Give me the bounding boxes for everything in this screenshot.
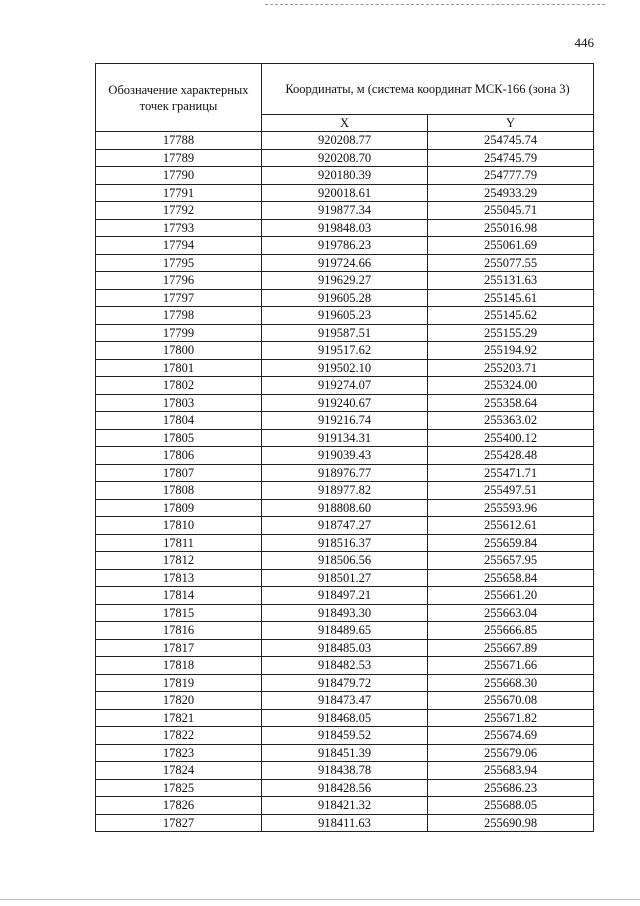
cell-x: 919517.62: [262, 342, 428, 360]
cell-x: 920208.77: [262, 132, 428, 150]
top-scan-rule: [265, 4, 605, 5]
cell-y: 255358.64: [428, 394, 594, 412]
table-row: [96, 377, 594, 395]
cell-point: 17798: [96, 307, 262, 325]
cell-x: 919134.31: [262, 429, 428, 447]
cell-point: 17825: [96, 779, 262, 797]
cell-y: 255145.61: [428, 289, 594, 307]
table-row: [96, 569, 594, 587]
table-row: [96, 447, 594, 465]
table-row: [96, 657, 594, 675]
cell-x: 918459.52: [262, 727, 428, 745]
cell-x: 919605.23: [262, 307, 428, 325]
table-row: [96, 517, 594, 535]
cell-y: 254777.79: [428, 167, 594, 185]
table-row: [96, 779, 594, 797]
cell-y: 255657.95: [428, 552, 594, 570]
cell-point: 17788: [96, 132, 262, 150]
table-body: [96, 132, 594, 832]
cell-y: 255593.96: [428, 499, 594, 517]
table-row: [96, 184, 594, 202]
cell-y: 255497.51: [428, 482, 594, 500]
table-row: [96, 762, 594, 780]
cell-point: 17800: [96, 342, 262, 360]
cell-y: 254933.29: [428, 184, 594, 202]
cell-x: 919587.51: [262, 324, 428, 342]
cell-y: 255683.94: [428, 762, 594, 780]
table-row: [96, 674, 594, 692]
table-row: [96, 464, 594, 482]
cell-y: 255671.82: [428, 709, 594, 727]
cell-x: 919216.74: [262, 412, 428, 430]
cell-point: 17810: [96, 517, 262, 535]
table-row: [96, 587, 594, 605]
table-row: [96, 727, 594, 745]
cell-point: 17812: [96, 552, 262, 570]
cell-point: 17814: [96, 587, 262, 605]
cell-y: 255670.08: [428, 692, 594, 710]
cell-x: 919240.67: [262, 394, 428, 412]
cell-x: 919786.23: [262, 237, 428, 255]
cell-point: 17821: [96, 709, 262, 727]
table-row: [96, 132, 594, 150]
cell-y: 255686.23: [428, 779, 594, 797]
cell-point: 17795: [96, 254, 262, 272]
table-row: [96, 744, 594, 762]
table-row: [96, 429, 594, 447]
cell-point: 17826: [96, 797, 262, 815]
table-row: [96, 797, 594, 815]
cell-y: 255400.12: [428, 429, 594, 447]
cell-y: 255045.71: [428, 202, 594, 220]
table-row: [96, 219, 594, 237]
cell-x: 919724.66: [262, 254, 428, 272]
cell-point: 17791: [96, 184, 262, 202]
cell-point: 17802: [96, 377, 262, 395]
cell-x: 918451.39: [262, 744, 428, 762]
cell-y: 255674.69: [428, 727, 594, 745]
cell-x: 918976.77: [262, 464, 428, 482]
cell-point: 17799: [96, 324, 262, 342]
cell-x: 918808.60: [262, 499, 428, 517]
cell-point: 17822: [96, 727, 262, 745]
table-row: [96, 552, 594, 570]
header-x: X: [262, 115, 428, 132]
table-row: [96, 272, 594, 290]
cell-point: 17796: [96, 272, 262, 290]
table-row: [96, 412, 594, 430]
table-row: [96, 324, 594, 342]
cell-point: 17808: [96, 482, 262, 500]
cell-point: 17816: [96, 622, 262, 640]
table-row: [96, 499, 594, 517]
cell-y: 255077.55: [428, 254, 594, 272]
cell-x: 918438.78: [262, 762, 428, 780]
cell-y: 255363.02: [428, 412, 594, 430]
cell-point: 17804: [96, 412, 262, 430]
cell-y: 255155.29: [428, 324, 594, 342]
cell-point: 17818: [96, 657, 262, 675]
cell-point: 17827: [96, 814, 262, 832]
cell-point: 17807: [96, 464, 262, 482]
table-row: [96, 604, 594, 622]
cell-point: 17823: [96, 744, 262, 762]
cell-y: 255131.63: [428, 272, 594, 290]
cell-x: 918497.21: [262, 587, 428, 605]
cell-y: 255679.06: [428, 744, 594, 762]
cell-point: 17789: [96, 149, 262, 167]
table-row: [96, 237, 594, 255]
table-row: [96, 167, 594, 185]
table-row: [96, 342, 594, 360]
table-row: [96, 814, 594, 832]
cell-x: 918428.56: [262, 779, 428, 797]
header-coordinates: Координаты, м (система координат МСК-166 (зона 3): [262, 64, 594, 115]
cell-x: 918489.65: [262, 622, 428, 640]
cell-y: 255145.62: [428, 307, 594, 325]
cell-y: 255658.84: [428, 569, 594, 587]
table-row: [96, 622, 594, 640]
cell-y: 255612.61: [428, 517, 594, 535]
cell-x: 918473.47: [262, 692, 428, 710]
page-number: 446: [574, 35, 594, 50]
cell-x: 918485.03: [262, 639, 428, 657]
cell-y: 255203.71: [428, 359, 594, 377]
cell-x: 920180.39: [262, 167, 428, 185]
cell-y: 255061.69: [428, 237, 594, 255]
cell-x: 919605.28: [262, 289, 428, 307]
cell-point: 17794: [96, 237, 262, 255]
cell-x: 919629.27: [262, 272, 428, 290]
cell-x: 919877.34: [262, 202, 428, 220]
cell-point: 17817: [96, 639, 262, 657]
table-row: [96, 307, 594, 325]
cell-y: 255428.48: [428, 447, 594, 465]
cell-x: 919502.10: [262, 359, 428, 377]
cell-y: 255194.92: [428, 342, 594, 360]
cell-y: 255688.05: [428, 797, 594, 815]
cell-point: 17806: [96, 447, 262, 465]
cell-x: 918747.27: [262, 517, 428, 535]
cell-x: 918506.56: [262, 552, 428, 570]
cell-x: 918977.82: [262, 482, 428, 500]
cell-y: 254745.79: [428, 149, 594, 167]
cell-point: 17793: [96, 219, 262, 237]
cell-x: 919039.43: [262, 447, 428, 465]
cell-x: 918479.72: [262, 674, 428, 692]
cell-y: 255663.04: [428, 604, 594, 622]
header-designation: Обозначение характерных точек границы: [96, 64, 262, 132]
cell-x: 918421.32: [262, 797, 428, 815]
table-row: [96, 289, 594, 307]
cell-point: 17792: [96, 202, 262, 220]
table-header: [96, 64, 594, 132]
cell-y: 255690.98: [428, 814, 594, 832]
cell-point: 17813: [96, 569, 262, 587]
cell-y: 255667.89: [428, 639, 594, 657]
cell-x: 918468.05: [262, 709, 428, 727]
cell-x: 918411.63: [262, 814, 428, 832]
cell-y: 255666.85: [428, 622, 594, 640]
bottom-scan-rule: [0, 899, 640, 900]
cell-x: 918482.53: [262, 657, 428, 675]
cell-point: 17801: [96, 359, 262, 377]
cell-x: 920208.70: [262, 149, 428, 167]
cell-x: 918516.37: [262, 534, 428, 552]
cell-x: 918501.27: [262, 569, 428, 587]
cell-point: 17805: [96, 429, 262, 447]
table-row: [96, 202, 594, 220]
cell-x: 918493.30: [262, 604, 428, 622]
table-row: [96, 709, 594, 727]
cell-y: 254745.74: [428, 132, 594, 150]
cell-y: 255668.30: [428, 674, 594, 692]
header-y: Y: [428, 115, 594, 132]
table-row: [96, 359, 594, 377]
table-row: [96, 482, 594, 500]
cell-y: 255324.00: [428, 377, 594, 395]
cell-point: 17811: [96, 534, 262, 552]
table-row: [96, 639, 594, 657]
table-row: [96, 394, 594, 412]
cell-point: 17820: [96, 692, 262, 710]
cell-point: 17797: [96, 289, 262, 307]
cell-point: 17803: [96, 394, 262, 412]
cell-y: 255671.66: [428, 657, 594, 675]
cell-x: 919848.03: [262, 219, 428, 237]
cell-point: 17824: [96, 762, 262, 780]
cell-point: 17790: [96, 167, 262, 185]
cell-x: 919274.07: [262, 377, 428, 395]
cell-point: 17819: [96, 674, 262, 692]
cell-y: 255471.71: [428, 464, 594, 482]
cell-y: 255016.98: [428, 219, 594, 237]
table-row: [96, 254, 594, 272]
cell-y: 255661.20: [428, 587, 594, 605]
cell-x: 920018.61: [262, 184, 428, 202]
table-row: [96, 692, 594, 710]
table-row: [96, 534, 594, 552]
table-row: [96, 149, 594, 167]
coordinates-table: [95, 63, 594, 832]
cell-point: 17809: [96, 499, 262, 517]
cell-y: 255659.84: [428, 534, 594, 552]
cell-point: 17815: [96, 604, 262, 622]
